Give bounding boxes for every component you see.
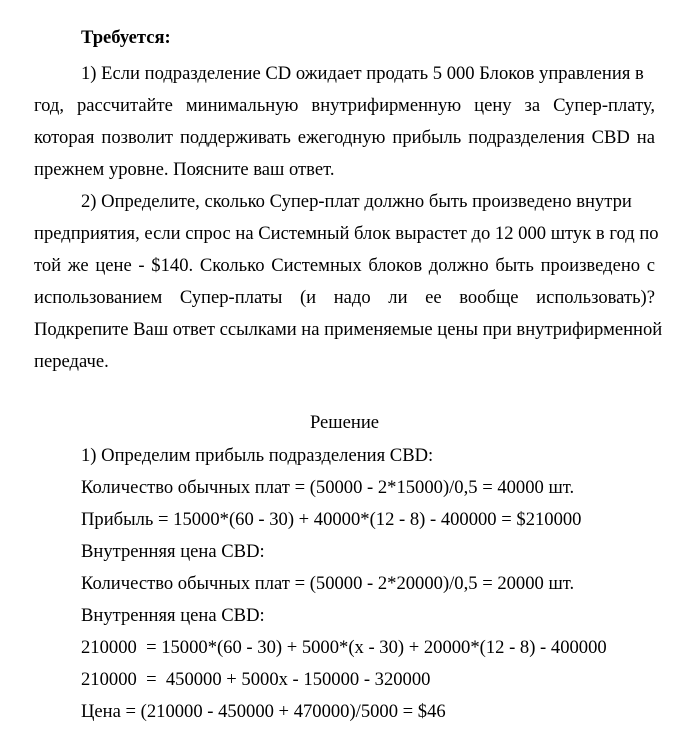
solution-line-1: 1) Определим прибыль подразделения CBD:	[81, 445, 434, 466]
question-1-line-3: которая позволит поддерживать ежегодную прибыль подразделения CBD на	[34, 127, 655, 148]
question-2-line-3: той же цене - $140. Сколько Системных блоков должно быть произведено с	[34, 255, 655, 276]
question-1-line-1: 1) Если подразделение CD ожидает продать 5 000 Блоков управления в	[81, 63, 644, 84]
solution-line-3: Прибыль = 15000*(60 - 30) + 40000*(12 - 8) - 400000 = $210000	[81, 509, 582, 530]
solution-heading: Решение	[309, 412, 380, 433]
solution-line-6: Внутренняя цена CBD:	[81, 605, 265, 626]
solution-line-4: Внутренняя цена CBD:	[81, 541, 265, 562]
question-1-line-4: прежнем уровне. Поясните ваш ответ.	[34, 159, 335, 180]
question-1-line-2: год, рассчитайте минимальную внутрифирменную цену за Супер-плату,	[34, 95, 655, 116]
solution-line-8: 210000 = 450000 + 5000x - 150000 - 320000	[81, 669, 431, 690]
question-2-line-5: Подкрепите Ваш ответ ссылками на применяемые цены при внутрифирменной	[34, 319, 663, 340]
task-heading: Требуется:	[81, 27, 171, 48]
question-2-line-6: передаче.	[34, 351, 109, 372]
solution-line-7: 210000 = 15000*(60 - 30) + 5000*(x - 30) + 20000*(12 - 8) - 400000	[81, 637, 607, 658]
question-2-line-1: 2) Определите, сколько Супер-плат должно быть произведено внутри	[81, 191, 632, 212]
solution-line-2: Количество обычных плат = (50000 - 2*15000)/0,5 = 40000 шт.	[81, 477, 575, 498]
solution-line-9: Цена = (210000 - 450000 + 470000)/5000 = $46	[81, 701, 446, 722]
question-2-line-4: использованием Супер-платы (и надо ли ее вообще использовать)?	[34, 287, 655, 308]
solution-line-5: Количество обычных плат = (50000 - 2*20000)/0,5 = 20000 шт.	[81, 573, 575, 594]
question-2-line-2: предприятия, если спрос на Системный блок вырастет до 12 000 штук в год по	[34, 223, 659, 244]
